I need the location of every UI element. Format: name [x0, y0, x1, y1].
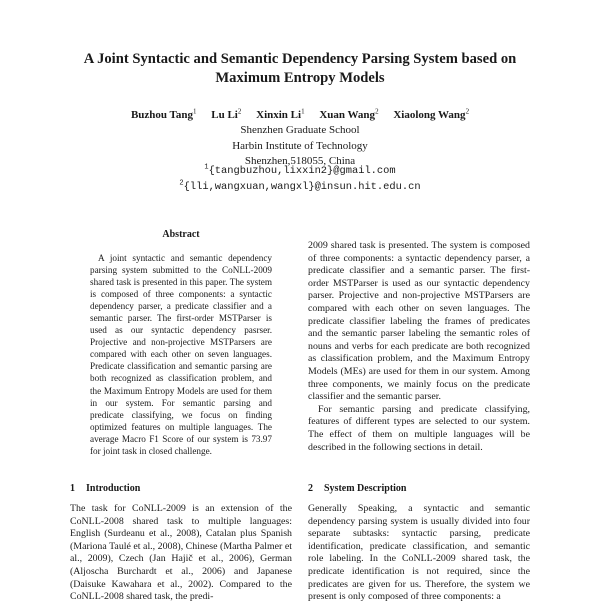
author: Xuan Wang$^2$ — [319, 107, 379, 121]
title-line-2: Maximum Entropy Models — [215, 70, 385, 86]
abstract-body: A joint syntactic and semantic dependency parsing system submitted to the CoNLL-2009 shared task is presented in this paper. The system is composed of three components: a syntactic dependency parser, a predicate classifier and a semantic parser. The first-order MSTParser is used as our syntactic dependency pasrser. Projective and non-projective MSTParsers are compared with each other on seven languages. Predicate classification and semantic parsing are both recognized as classification problem, and the Maximum Entropy Models are used for them in our system. For semantic parsing and predicate classifying, we focus on finding optimized features on multiple languages. The average Macro F1 Score of our system is 73.97 for joint task in closed challenge. — [90, 253, 272, 456]
paper-title — [60, 50, 540, 88]
email-line: $^2${lli,wangxuan,wangxl}@insun.hit.edu.cn — [179, 179, 421, 193]
author-list — [60, 108, 540, 122]
paragraph: 2009 shared task is presented. The system is composed of three components: a syntactic dependency parser, a predicate classifier and a semantic parser. The first-order MSTParser is used as our syntactic dependency parser. Projective and non-projective MSTParsers are compared with each other on seven languages. The predicate classifier labeling the frames of predicates and the semantic parser labeling the semantic roles of nouns and verbs for each predicate are both recognized as classification problem, and the Maximum Entropy Models (MEs) are used for them in our system. Among three components, we mainly focus on the predicate classifier and the semantic parser. — [308, 240, 530, 403]
title-line-1: A Joint Syntactic and Semantic Dependency Parsing System based on — [83, 51, 517, 67]
author: Xiaolong Wang$^2$ — [393, 107, 470, 121]
affiliation-line-2: Harbin Institute of Technology — [232, 139, 368, 152]
system-description-body — [308, 503, 530, 604]
author: Xinxin Li$^1$ — [256, 107, 305, 121]
introduction-continued — [308, 240, 530, 454]
email-block — [60, 164, 540, 195]
abstract — [70, 228, 292, 457]
affiliation-line-3: Shenzhen,518055, China — [244, 155, 356, 167]
author: Lu Li$^2$ — [211, 107, 242, 121]
paragraph: Generally Speaking, a syntactic and semantic dependency parsing system is usually divided into four separate subtasks: syntactic parsing, predicate identification, predicate classification, and semantic role labeling. In the CoNLL-2009 shared task, the predicate identification is not required, since the predicates are given for us. Therefore, the system we present is only composed of three components: a — [308, 503, 530, 603]
paragraph: The task for CoNLL-2009 is an extension of the CoNLL-2008 shared task to multiple languages: English (Surdeanu et al., 2008), Catalan plus Spanish (Mariona Taulé et al., 2008), Chinese (Martha Palmer et al., 2009), Czech (Jan Hajič et al., 2006), German (Aljoscha Burchardt et al., 2006) and Japanese (Daisuke Kawahara et al., 2002). Compared to the CoNLL-2008 shared task, the predi- — [70, 503, 292, 603]
section-number: 2 — [308, 483, 313, 494]
paragraph: For semantic parsing and predicate classifying, features of different types are selected to our system. The effect of them on multiple languages will be described in the following sections in detail. — [308, 403, 530, 453]
abstract-heading: Abstract — [162, 229, 200, 240]
section-heading-introduction — [70, 482, 140, 495]
affiliation-line-1: Shenzhen Graduate School — [240, 124, 360, 136]
section-title: System Description — [324, 483, 407, 494]
introduction-body — [70, 503, 292, 604]
email-line: $^1${tangbuzhou,lixxin2}@gmail.com — [204, 163, 396, 177]
section-title: Introduction — [86, 483, 141, 494]
affiliation — [60, 123, 540, 170]
author: Buzhou Tang$^1$ — [130, 107, 197, 121]
section-heading-system-description — [308, 482, 407, 495]
section-number: 1 — [70, 483, 75, 494]
